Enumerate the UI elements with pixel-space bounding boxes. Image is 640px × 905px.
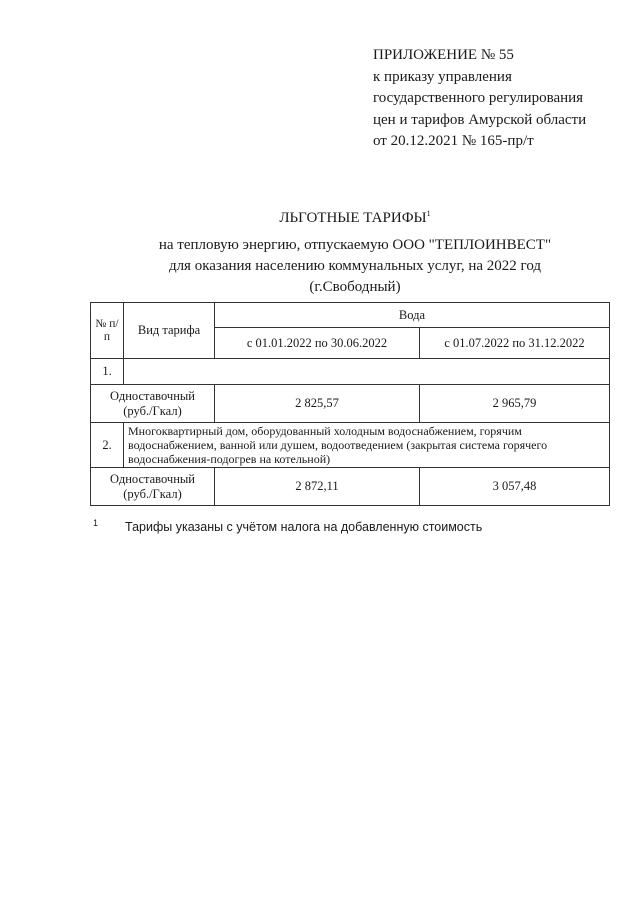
footnote-text: Тарифы указаны с учётом налога на добавленную стоимость bbox=[125, 520, 483, 534]
row-description bbox=[124, 359, 610, 385]
title-subline: для оказания населению коммунальных услуг, на 2022 год bbox=[168, 258, 542, 274]
title-main bbox=[0, 203, 640, 229]
footnote-reference: 1 bbox=[426, 209, 431, 218]
header-period-1: с 01.01.2022 по 30.06.2022 bbox=[215, 328, 420, 359]
row-num: 2. bbox=[91, 423, 124, 468]
appendix-number: ПРИЛОЖЕНИЕ № 55 bbox=[373, 47, 514, 63]
table-row bbox=[91, 385, 610, 423]
row-tariff-type: Одноставочный (руб./Гкал) bbox=[91, 385, 215, 423]
document-title bbox=[0, 203, 640, 298]
row-num: 1. bbox=[91, 359, 124, 385]
table-row bbox=[91, 468, 610, 506]
appendix-line: к приказу управления bbox=[373, 68, 512, 85]
row-value-2: 3 057,48 bbox=[420, 468, 610, 506]
header-group: Вода bbox=[215, 303, 610, 328]
tariff-table bbox=[90, 302, 610, 506]
header-period-2: с 01.07.2022 по 31.12.2022 bbox=[420, 328, 610, 359]
header-type: Вид тарифа bbox=[124, 303, 215, 359]
appendix-line: цен и тарифов Амурской области bbox=[373, 111, 587, 128]
appendix-header bbox=[373, 45, 586, 153]
footnote-mark: 1 bbox=[93, 518, 99, 528]
title-text: ЛЬГОТНЫЕ ТАРИФЫ bbox=[279, 210, 427, 226]
title-city: (г.Свободный) bbox=[309, 279, 401, 295]
row-description: Многоквартирный дом, оборудованный холодным водоснабжением, горячим водоснабжением, ванной или душем, водоотведением (закрытая система горячего водоснабжения-подогрев на котельной) bbox=[124, 423, 610, 468]
header-num: № п/п bbox=[91, 303, 124, 359]
appendix-order-date: от 20.12.2021 № 165-пр/т bbox=[373, 133, 534, 149]
title-subline: на тепловую энергию, отпускаемую ООО "ТЕПЛОИНВЕСТ" bbox=[158, 237, 552, 253]
row-value-1: 2 872,11 bbox=[215, 468, 420, 506]
row-value-1: 2 825,57 bbox=[215, 385, 420, 423]
table-row bbox=[91, 359, 610, 385]
table-header-row bbox=[91, 303, 610, 328]
table-row bbox=[91, 423, 610, 468]
appendix-line: государственного регулирования bbox=[373, 90, 584, 106]
row-value-2: 2 965,79 bbox=[420, 385, 610, 423]
row-tariff-type: Одноставочный (руб./Гкал) bbox=[91, 468, 215, 506]
